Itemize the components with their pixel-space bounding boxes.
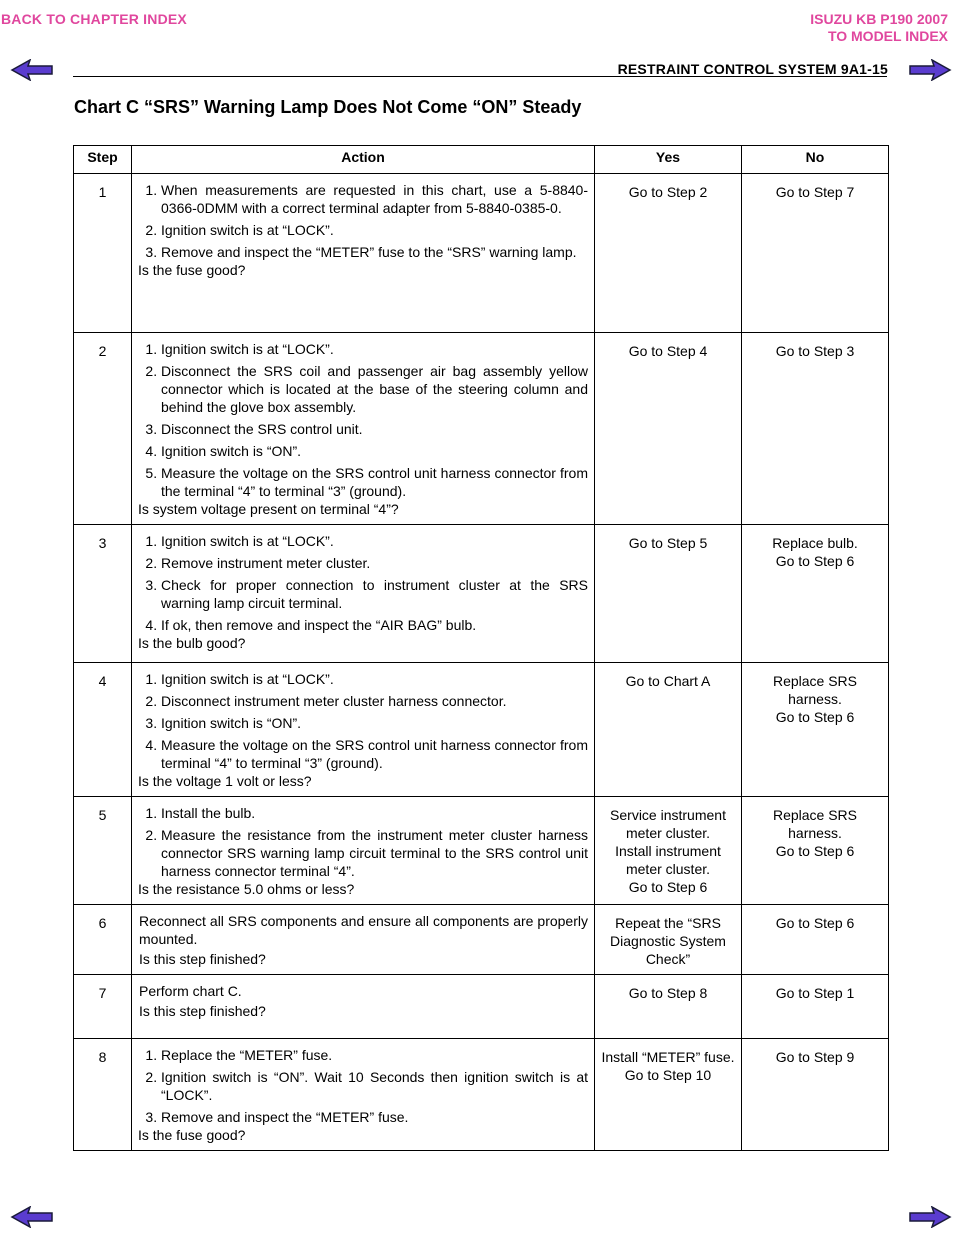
table-row [74, 663, 889, 797]
action-step: 3. Disconnect the SRS control unit. [161, 420, 588, 438]
step-number: 6 [74, 905, 132, 975]
action-text: Perform chart C. [139, 983, 242, 999]
yes-line: Service instrument meter cluster. [610, 807, 726, 841]
yes-cell [595, 905, 742, 975]
no-line: Go to Step 9 [775, 1049, 855, 1065]
table-row [74, 905, 889, 975]
yes-cell [595, 797, 742, 905]
step-number: 3 [74, 525, 132, 663]
table-row [74, 975, 889, 1039]
action-step: 2. Disconnect instrument meter cluster harness connector. [161, 692, 588, 710]
action-cell [132, 1039, 595, 1151]
yes-cell [595, 663, 742, 797]
action-question: Is the voltage 1 volt or less? [138, 773, 312, 789]
action-step: 1. Ignition switch is at “LOCK”. [161, 670, 588, 688]
action-step: 4. Measure the voltage on the SRS control unit harness connector from terminal “4” to terminal “3” (ground). [161, 736, 588, 772]
step-number: 2 [74, 333, 132, 525]
no-line: Replace bulb. [772, 535, 858, 551]
action-question: Is the bulb good? [138, 635, 246, 651]
action-step: 5. Measure the voltage on the SRS control unit harness connector from the terminal “4” to terminal “3” (ground). [161, 464, 588, 500]
table-row [74, 1039, 889, 1151]
action-steps-list [139, 532, 588, 634]
action-cell [132, 663, 595, 797]
no-line: Go to Step 6 [775, 915, 855, 931]
back-to-chapter-index-link[interactable]: BACK TO CHAPTER INDEX [1, 11, 187, 27]
table-header-row [74, 146, 889, 174]
action-cell [132, 905, 595, 975]
step-number: 7 [74, 975, 132, 1039]
no-cell [742, 663, 889, 797]
action-steps-list [139, 804, 588, 880]
action-step: 4. Ignition switch is “ON”. [161, 442, 588, 460]
step-number: 1 [74, 174, 132, 333]
header-divider [73, 76, 887, 77]
yes-line: Repeat the “SRS Diagnostic System Check” [610, 915, 726, 967]
table-row [74, 174, 889, 333]
action-step: 2. Disconnect the SRS coil and passenger air bag assembly yellow connector which is located at the base of the steering column and behind the glove box assembly. [161, 362, 588, 416]
no-line: Go to Step 3 [775, 343, 855, 359]
left-arrow-icon[interactable] [10, 1206, 54, 1228]
action-cell [132, 975, 595, 1039]
model-title: ISUZU KB P190 2007 [810, 11, 948, 27]
action-question: Is system voltage present on terminal “4”? [138, 501, 399, 517]
action-question: Is the fuse good? [138, 1127, 246, 1143]
header-action: Action [132, 146, 595, 174]
yes-cell [595, 975, 742, 1039]
action-step: 2. Measure the resistance from the instrument meter cluster harness connector SRS warning lamp circuit terminal to the SRS control unit harness connector terminal “4”. [161, 826, 588, 880]
table-row [74, 797, 889, 905]
no-line: Go to Step 7 [775, 184, 855, 200]
running-head: RESTRAINT CONTROL SYSTEM 9A1-15 [617, 61, 888, 77]
model-index-block [810, 11, 948, 45]
action-cell [132, 174, 595, 333]
action-step: 2. Ignition switch is at “LOCK”. [161, 221, 588, 239]
action-step: 1. Replace the “METER” fuse. [161, 1046, 588, 1064]
table-row [74, 333, 889, 525]
no-cell [742, 174, 889, 333]
yes-line: Go to Step 8 [628, 985, 708, 1001]
yes-line: Go to Step 10 [624, 1067, 712, 1083]
action-question: Is the fuse good? [138, 262, 246, 278]
yes-line: Go to Chart A [625, 673, 711, 689]
step-number: 8 [74, 1039, 132, 1151]
action-steps-list [139, 340, 588, 500]
action-cell [132, 333, 595, 525]
action-step: 1. Ignition switch is at “LOCK”. [161, 532, 588, 550]
right-arrow-icon[interactable] [908, 59, 952, 81]
action-step: 3. Ignition switch is “ON”. [161, 714, 588, 732]
no-line: Replace SRS harness. [772, 673, 858, 707]
no-cell [742, 797, 889, 905]
yes-cell [595, 1039, 742, 1151]
no-cell [742, 1039, 889, 1151]
step-number: 4 [74, 663, 132, 797]
header-no: No [742, 146, 889, 174]
step-number: 5 [74, 797, 132, 905]
yes-line: Go to Step 5 [628, 535, 708, 551]
action-cell [132, 797, 595, 905]
no-line: Go to Step 6 [775, 553, 855, 569]
table-body [74, 174, 889, 1151]
action-question: Is the resistance 5.0 ohms or less? [138, 881, 355, 897]
no-line: Go to Step 6 [775, 709, 855, 725]
yes-line: Go to Step 2 [628, 184, 708, 200]
left-arrow-icon[interactable] [10, 59, 54, 81]
no-cell [742, 525, 889, 663]
action-step: 3. Check for proper connection to instrument cluster at the SRS warning lamp circuit terminal. [161, 576, 588, 612]
action-step: 1. When measurements are requested in this chart, use a 5-8840-0366-0DMM with a correct terminal adapter from 5-8840-0385-0. [161, 181, 588, 217]
yes-cell [595, 333, 742, 525]
page-title: Chart C “SRS” Warning Lamp Does Not Come “ON” Steady [74, 97, 582, 117]
action-step: 4. If ok, then remove and inspect the “AIR BAG” bulb. [161, 616, 588, 634]
no-line: Go to Step 6 [775, 843, 855, 859]
action-question: Is this step finished? [139, 1003, 266, 1019]
header-step: Step [74, 146, 132, 174]
action-step: 2. Remove instrument meter cluster. [161, 554, 588, 572]
diagnostic-table [73, 145, 889, 1151]
no-line: Go to Step 1 [775, 985, 855, 1001]
yes-line: Go to Step 4 [628, 343, 708, 359]
action-cell [132, 525, 595, 663]
action-steps-list [139, 670, 588, 772]
no-cell [742, 975, 889, 1039]
action-steps-list [139, 181, 588, 261]
yes-cell [595, 525, 742, 663]
no-line: Replace SRS harness. [772, 807, 858, 841]
yes-cell [595, 174, 742, 333]
to-model-index-link[interactable]: TO MODEL INDEX [827, 28, 948, 44]
action-text: Reconnect all SRS components and ensure all components are properly mounted. [139, 913, 588, 947]
yes-line: Install “METER” fuse. [601, 1049, 735, 1065]
action-step: 2. Ignition switch is “ON”. Wait 10 Seconds then ignition switch is at “LOCK”. [161, 1068, 588, 1104]
action-step: 3. Remove and inspect the “METER” fuse. [161, 1108, 588, 1126]
header-yes: Yes [595, 146, 742, 174]
yes-line: Install instrument meter cluster. [615, 843, 721, 877]
action-step: 3. Remove and inspect the “METER” fuse to the “SRS” warning lamp. [161, 243, 588, 261]
table-row [74, 525, 889, 663]
yes-line: Go to Step 6 [628, 879, 708, 895]
no-cell [742, 333, 889, 525]
action-step: 1. Install the bulb. [161, 804, 588, 822]
right-arrow-icon[interactable] [908, 1206, 952, 1228]
no-cell [742, 905, 889, 975]
action-step: 1. Ignition switch is at “LOCK”. [161, 340, 588, 358]
action-question: Is this step finished? [139, 951, 266, 967]
action-steps-list [139, 1046, 588, 1126]
